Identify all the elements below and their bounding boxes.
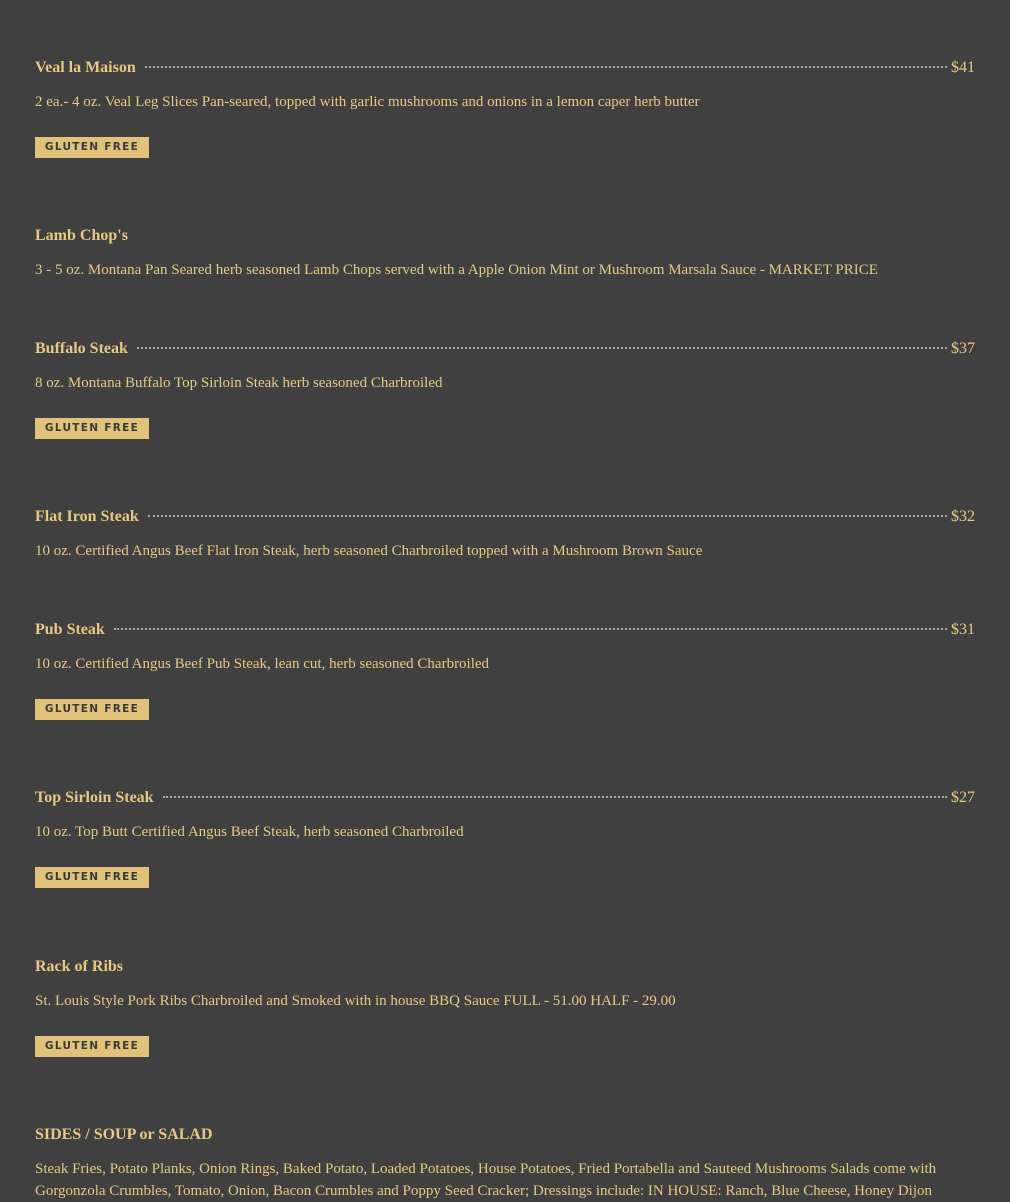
gluten-free-badge: GLUTEN FREE — [35, 699, 149, 720]
gluten-free-badge: GLUTEN FREE — [35, 1036, 149, 1057]
item-name: Pub Steak — [35, 621, 105, 638]
gluten-free-badge: GLUTEN FREE — [35, 867, 149, 888]
menu-item-sides-soup-salad — [35, 1123, 975, 1202]
gluten-free-badge: GLUTEN FREE — [35, 137, 149, 158]
dot-leader — [114, 628, 947, 630]
dot-leader — [145, 66, 947, 68]
item-name: Rack of Ribs — [35, 958, 124, 975]
item-title-row — [35, 786, 975, 810]
item-description: St. Louis Style Pork Ribs Charbroiled and Smoked with in house BBQ Sauce FULL - 51.00 HALF - 29.00 — [35, 993, 676, 1009]
menu-item-top-sirloin-steak — [35, 786, 975, 888]
item-name: Flat Iron Steak — [35, 508, 139, 525]
item-price: $41 — [951, 59, 975, 76]
item-title-row — [35, 618, 975, 642]
menu-item-veal-la-maison — [35, 56, 975, 158]
menu-item-flat-iron-steak — [35, 505, 975, 562]
item-description: 2 ea.- 4 oz. Veal Leg Slices Pan-seared, topped with garlic mushrooms and onions in a lemon caper herb butter — [35, 94, 700, 110]
gluten-free-badge: GLUTEN FREE — [35, 418, 149, 439]
menu-item-buffalo-steak — [35, 337, 975, 439]
item-description: 10 oz. Certified Angus Beef Pub Steak, lean cut, herb seasoned Charbroiled — [35, 656, 490, 672]
item-description: 10 oz. Top Butt Certified Angus Beef Steak, herb seasoned Charbroiled — [35, 824, 464, 840]
item-name: Veal la Maison — [35, 59, 136, 76]
item-title-row — [35, 224, 975, 248]
dot-leader — [163, 796, 947, 798]
item-description: 3 - 5 oz. Montana Pan Seared herb seasoned Lamb Chops served with a Apple Onion Mint or Mushroom Marsala Sauce - MARKET PRICE — [35, 262, 878, 278]
dot-leader — [137, 347, 947, 349]
item-title-row — [35, 337, 975, 361]
item-description: Steak Fries, Potato Planks, Onion Rings, Baked Potato, Loaded Potatoes, House Potatoes, Fried Portabella and Sauteed Mushrooms Salads come with Gorgonzola Crumbles, Tomato, Onion, Bacon Crumbles and Poppy Seed Cracker; Dressings include: IN HOUSE: Ranch, Blue Cheese, Honey Dijon — [35, 1161, 937, 1199]
item-name: Top Sirloin Steak — [35, 789, 154, 806]
item-price: $32 — [951, 508, 975, 525]
item-title-row — [35, 955, 975, 979]
dot-leader — [148, 515, 947, 517]
item-description: 8 oz. Montana Buffalo Top Sirloin Steak herb seasoned Charbroiled — [35, 375, 443, 391]
item-title-row — [35, 1123, 975, 1147]
menu-item-pub-steak — [35, 618, 975, 720]
item-name: Buffalo Steak — [35, 340, 128, 357]
item-name: SIDES / SOUP or SALAD — [35, 1126, 213, 1143]
item-description: 10 oz. Certified Angus Beef Flat Iron Steak, herb seasoned Charbroiled topped with a Mushroom Brown Sauce — [35, 543, 703, 559]
item-name: Lamb Chop's — [35, 227, 128, 244]
item-price: $31 — [951, 621, 975, 638]
item-title-row — [35, 56, 975, 80]
menu-item-lamb-chops — [35, 224, 975, 281]
item-price: $37 — [951, 340, 975, 357]
item-price: $27 — [951, 789, 975, 806]
menu-item-rack-of-ribs — [35, 955, 975, 1057]
item-title-row — [35, 505, 975, 529]
